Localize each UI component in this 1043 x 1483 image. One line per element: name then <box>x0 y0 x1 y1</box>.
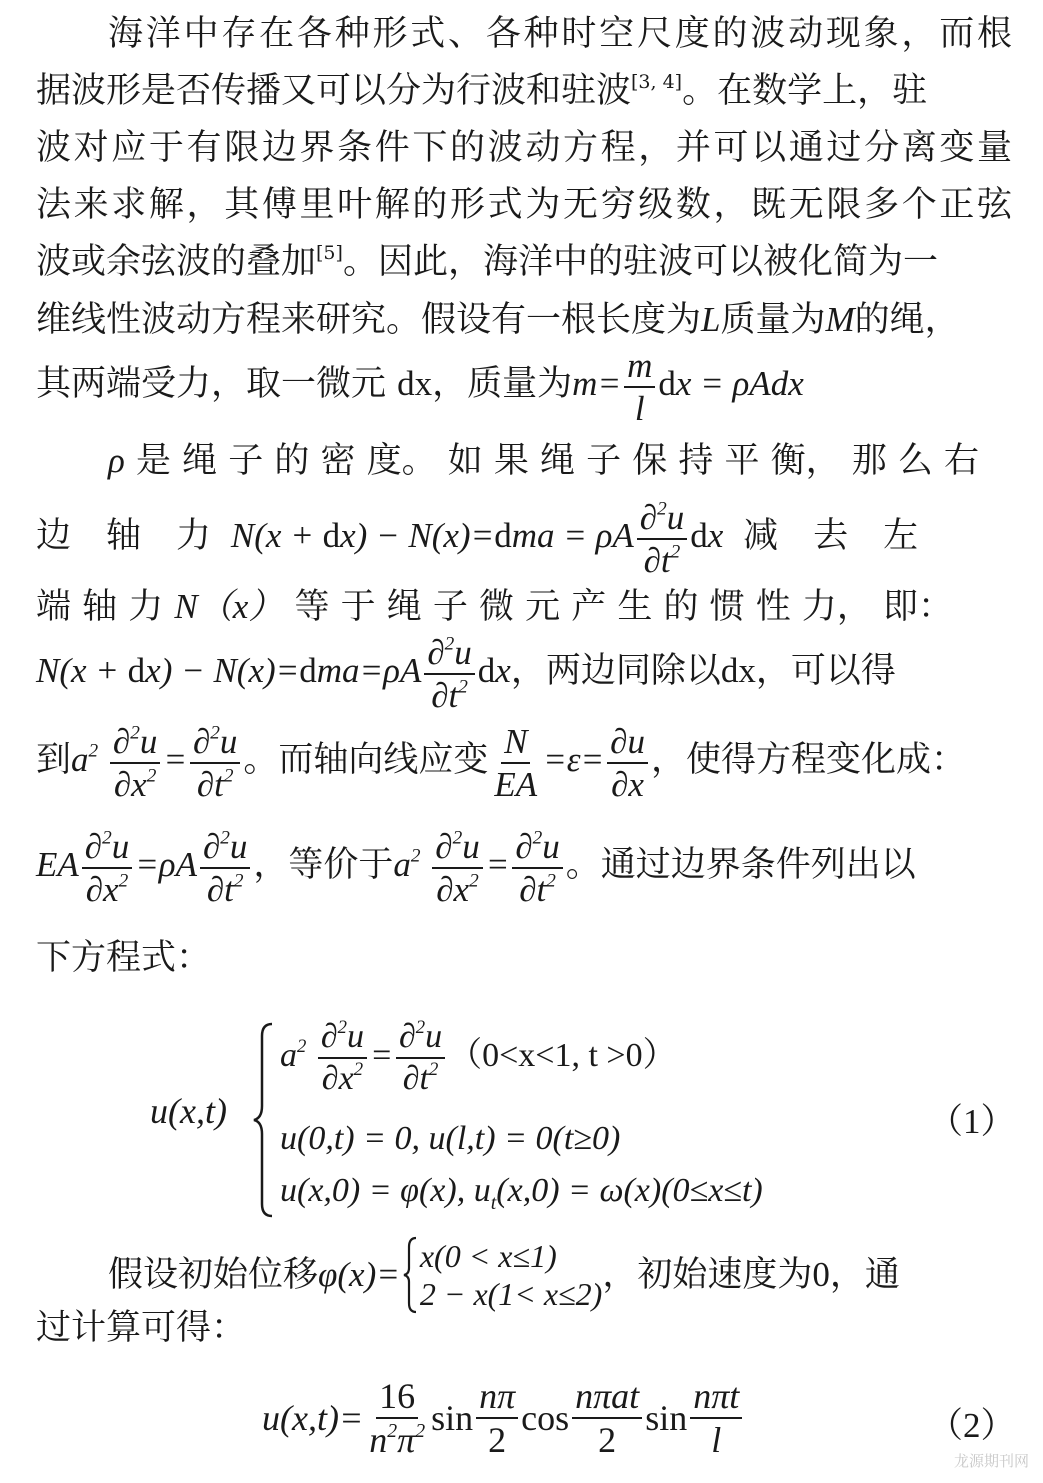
para2-line5 <box>36 720 1012 802</box>
text: ，初始速度为 <box>602 1255 813 1295</box>
case-1: x(0 < x≤1) <box>419 1238 557 1274</box>
text: 据波形是否传播又可以分为行波和驻波 <box>36 71 632 111</box>
eq1-row2: u(0,t) = 0, u(l,t) = 0(t≥0) <box>280 1120 621 1157</box>
wave-eq-formula: $a^2$ $\frac{\partial^2u}{\partial x^2}$ = $\frac{\partial^2u}{\partial t^2}$ <box>71 740 243 779</box>
case-2: 2 − x(1< x≤2) <box>419 1276 603 1312</box>
text: ，两边同除以 <box>510 651 721 692</box>
eq1-brace <box>252 1020 276 1220</box>
math-Nx: N（x） <box>174 587 284 626</box>
equation-1 <box>150 1016 1010 1220</box>
strain-formula: $\frac{N}{EA}$ =ε= $\frac{\partial u}{\partial x}$ <box>488 740 651 779</box>
para2-line6 <box>36 825 1012 907</box>
axial-force-formula: N(x + dx) − N(x)=dma = ρA $\frac{\partial^2u}{\partial t^2}$ dx <box>222 498 732 580</box>
eq1-condition: （0<x<1, t >0） <box>448 1036 677 1074</box>
text: 的绳， <box>854 300 960 340</box>
ea-formula: EA $\frac{\partial^2u}{\partial x^2}$ =ρA $\frac{\partial^2u}{\partial t^2}$ <box>36 845 253 884</box>
para2-line3 <box>36 578 1012 636</box>
para3-line2: 过计算可得： <box>36 1308 247 1348</box>
equation-number-2: （2） <box>928 1406 1016 1445</box>
text: 边 轴 力 <box>36 516 212 557</box>
eq1-lhs: u(x,t) <box>150 1091 227 1131</box>
text: ，通 <box>829 1255 900 1295</box>
para1-line2 <box>36 63 1012 120</box>
para1-line5 <box>36 234 1012 291</box>
para2-line4 <box>36 635 1012 713</box>
equation-number-1: （1） <box>928 1102 1016 1141</box>
text: ，等价于 <box>253 845 394 885</box>
eq2-coef: 16 <box>376 1378 418 1419</box>
eq1-row3 <box>280 1172 763 1215</box>
text: 波或余弦波的叠加 <box>36 242 317 282</box>
number: 0 <box>812 1255 830 1294</box>
text: 端 轴 力 <box>36 587 164 627</box>
para1-line3: 波对应于有限边界条件下的波动方程，并可以通过分离变量 <box>36 128 1012 168</box>
text: ，可以得 <box>755 651 896 692</box>
text: 其两端受力，取一微元 <box>36 364 387 405</box>
math-rho: ρ <box>108 441 125 480</box>
text: 维线性波动方程来研究。假设有一根长度为 <box>36 300 702 340</box>
math-dx: dx <box>720 651 756 691</box>
text: 质量为 <box>720 300 826 340</box>
eq1-row1: $a^2$ $\frac{\partial^2u}{\partial x^2}$ = $\frac{\partial^2u}{\partial t^2}$ （0<x<1, t >0） <box>280 1016 677 1097</box>
math-L: L <box>701 300 721 339</box>
equation-2: u(x,t)= $\frac{16}{n^2\pi^2}$ sin $\frac{n\pi}{2}$ cos $\frac{\text{nπat}}{2}$ sin $\frac{\text{nπt}}{l}$ <box>262 1378 745 1458</box>
math-dx: dx <box>397 364 433 404</box>
text: (x,0) = ω(x)(0≤x≤t) <box>496 1172 763 1209</box>
text: 是 绳 子 的 密 度。 如 果 绳 子 保 持 平 衡， 那 么 右 <box>135 441 979 481</box>
text: 。而轴向线应变 <box>243 740 489 780</box>
watermark: 龙源期刊网 <box>953 1452 1029 1470</box>
text: ，使得方程变化成： <box>650 740 966 780</box>
para2-line2 <box>36 500 1012 578</box>
para1-line7 <box>36 348 1012 426</box>
subscript: t <box>490 1191 497 1214</box>
math-M: M <box>825 300 855 339</box>
phi-def: φ(x)= <box>318 1255 400 1294</box>
citation: [3, 4] <box>631 71 683 93</box>
text: 等 于 绳 子 微 元 产 生 的 惯 性 力， 即： <box>294 587 953 627</box>
text: 。在数学上，驻 <box>682 71 928 111</box>
para1-line1: 海洋中存在各种形式、各种时空尺度的波动现象，而根 <box>108 14 1012 54</box>
force-balance-formula: N(x + dx) − N(x)=dma=ρA $\frac{\partial^2u}{\partial t^2}$ dx <box>36 633 511 715</box>
text: 到 <box>36 740 72 780</box>
text: 。通过边界条件列出以 <box>565 845 916 885</box>
citation: [5] <box>316 242 343 264</box>
para1-line4: 法来求解，其傅里叶解的形式为无穷级数，既无限多个正弦 <box>36 185 1012 225</box>
text: ，质量为 <box>432 364 573 405</box>
para2-line1 <box>36 432 1012 490</box>
para1-line6 <box>36 291 1012 349</box>
text: 减 去 左 <box>743 516 919 557</box>
text: u(x,0) = φ(x), u <box>280 1172 491 1209</box>
text: 。因此，海洋中的驻波可以被化简为一 <box>342 242 938 282</box>
mass-formula: m= $\frac{m}{l}$ dx = ρAdx <box>572 346 804 428</box>
text: 假设初始位移 <box>108 1255 319 1295</box>
para2-line7: 下方程式： <box>36 938 212 978</box>
equiv-formula: $a^2$ $\frac{\partial^2u}{\partial x^2}$ = $\frac{\partial^2u}{\partial t^2}$ <box>393 845 565 884</box>
